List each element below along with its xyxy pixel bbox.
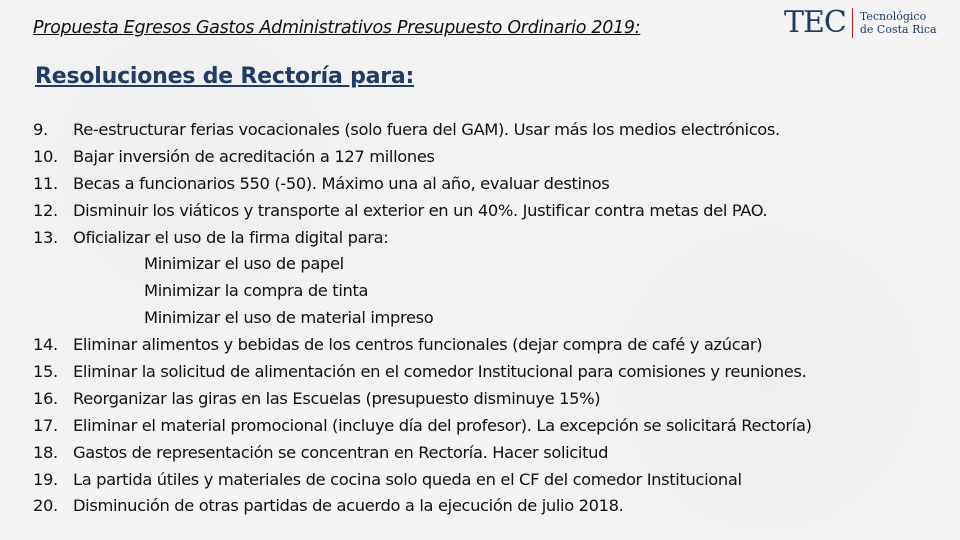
- resolution-list: [33, 117, 812, 520]
- list-item: [33, 467, 812, 494]
- item-text: Eliminar el material promocional (incluye día del profesor). La excepción se solicitará Rectoría): [73, 415, 812, 435]
- logo-mark: TEC: [784, 5, 846, 40]
- list-item: [33, 225, 812, 252]
- list-item: [33, 413, 812, 440]
- sub-item: Minimizar el uso de material impreso: [144, 308, 434, 328]
- sub-item: Minimizar la compra de tinta: [144, 281, 369, 301]
- logo-line-1: Tecnológico: [859, 10, 927, 23]
- item-number: 17.: [33, 415, 58, 435]
- list-item: [33, 359, 812, 386]
- logo-divider: [852, 8, 853, 38]
- item-text: Eliminar alimentos y bebidas de los centros funcionales (dejar compra de café y azúcar): [73, 335, 763, 355]
- item-text: Bajar inversión de acreditación a 127 millones: [73, 146, 435, 166]
- item-number: 15.: [33, 362, 58, 382]
- item-text: Re-estructurar ferias vocacionales (solo fuera del GAM). Usar más los medios electrónicos.: [73, 120, 780, 139]
- list-item: [33, 144, 812, 171]
- list-item: [33, 440, 812, 467]
- section-title: Resoluciones de Rectoría para:: [35, 64, 415, 89]
- item-number: 9.: [33, 120, 48, 139]
- item-text: Oficializar el uso de la firma digital para:: [73, 227, 389, 247]
- item-number: 19.: [33, 469, 58, 489]
- list-item: [33, 332, 812, 359]
- item-number: 18.: [33, 442, 58, 462]
- list-item: [33, 198, 812, 225]
- item-number: 12.: [33, 200, 58, 220]
- item-number: 10.: [33, 146, 58, 166]
- item-text: Disminución de otras partidas de acuerdo a la ejecución de julio 2018.: [73, 496, 624, 516]
- item-number: 16.: [33, 388, 58, 408]
- item-text: Gastos de representación se concentran en Rectoría. Hacer solicitud: [73, 442, 609, 462]
- item-number: 13.: [33, 227, 58, 247]
- item-text: Eliminar la solicitud de alimentación en el comedor Institucional para comisiones y reuniones.: [73, 362, 807, 382]
- logo-line-2: de Costa Rica: [859, 23, 937, 36]
- logo-text: [860, 10, 937, 36]
- item-text: Disminuir los viáticos y transporte al exterior en un 40%. Justificar contra metas del PAO.: [73, 200, 768, 220]
- item-number: 14.: [33, 335, 58, 355]
- sub-item: Minimizar el uso de papel: [144, 254, 344, 274]
- list-item: [33, 493, 812, 520]
- slide-header-title: Propuesta Egresos Gastos Administrativos Presupuesto Ordinario 2019:: [33, 18, 641, 38]
- list-item: [33, 117, 812, 144]
- list-item: [33, 386, 812, 413]
- item-text: Reorganizar las giras en las Escuelas (presupuesto disminuye 15%): [73, 388, 601, 408]
- item-number: 11.: [33, 173, 58, 193]
- item-text: La partida útiles y materiales de cocina solo queda en el CF del comedor Institucional: [73, 469, 742, 489]
- item-number: 20.: [33, 496, 58, 516]
- list-item: [33, 171, 812, 198]
- tec-logo: [784, 6, 937, 40]
- item-text: Becas a funcionarios 550 (-50). Máximo una al año, evaluar destinos: [73, 173, 610, 193]
